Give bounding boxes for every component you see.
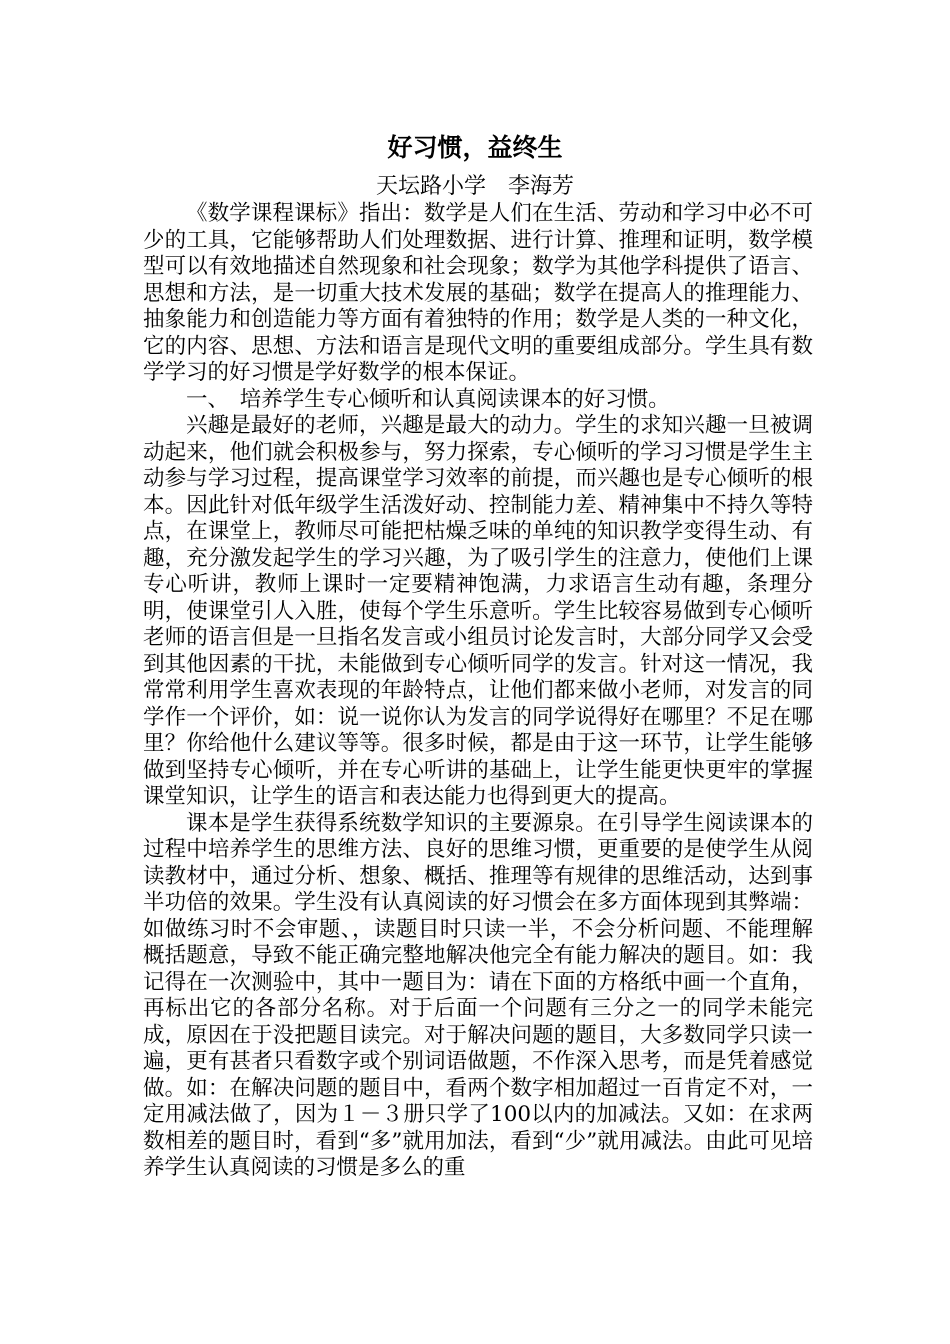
document-title: 好习惯，益终生 xyxy=(387,133,563,162)
paragraph-reading: 课本是学生获得系统数学知识的主要源泉。在引导学生阅读课本的过程中培养学生的思维方法、良好的思维习惯，更重要的是使学生从阅读教材中，通过分析、想象、概括、推理等有规律的思维活动，达到事半功倍的效果。学生没有认真阅读的好习惯会在多方面体现到其弊端：如做练习时不会审题、，读题目时只读一半，不会分析问题、不能理解概括题意，导致不能正确完整地解决他完全有能力解决的题目。如：我记得在一次测验中，其中一题目为：请在下面的方格纸中画一个直角，再标出它的各部分名称。对于后面一个问题有三分之一的同学未能完成，原因在于没把题目读完。对于解决问题的题目，大多数同学只读一遍，更有甚者只看数字或个别词语做题，不作深入思考，而是凭着感觉做。如：在解决问题的题目中，看两个数字相加超过一百肯定不对，一定用减法做了，因为１－３册只学了100以内的加减法。又如：在求两数相差的题目时，看到“多”就用加法，看到“少”就用减法。由此可见培养学生认真阅读的习惯是多么的重 xyxy=(143,810,813,1180)
paragraph-intro: 《数学课程课标》指出：数学是人们在生活、劳动和学习中必不可少的工具，它能够帮助人们处理数据、进行计算、推理和证明，数学模型可以有效地描述自然现象和社会现象；数学为其他学科提供了语言、思想和方法，是一切重大技术发展的基础；数学在提高人的推理能力、抽象能力和创造能力等方面有着独特的作用；数学是人类的一种文化，它的内容、思想、方法和语言是现代文明的重要组成部分。学生具有数学学习的好习惯是学好数学的根本保证。 xyxy=(143,201,813,385)
section-heading: 一、 培养学生专心倾听和认真阅读课本的好习惯。 xyxy=(186,386,670,412)
paragraph-listening: 兴趣是最好的老师，兴趣是最大的动力。学生的求知兴趣一旦被调动起来，他们就会积极参与，努力探索，专心倾听的学习习惯是学生主动参与学习过程，提高课堂学习效率的前提，而兴趣也是专心倾听的根本。因此针对低年级学生活泼好动、控制能力差、精神集中不持久等特点，在课堂上，教师尽可能把枯燥乏味的单纯的知识教学变得生动、有趣，充分激发起学生的学习兴趣，为了吸引学生的注意力，使他们上课专心听讲，教师上课时一定要精神饱满，力求语言生动有趣，条理分明，使课堂引人入胜，使每个学生乐意听。学生比较容易做到专心倾听老师的语言但是一旦指名发言或小组员讨论发言时，大部分同学又会受到其他因素的干扰，未能做到专心倾听同学的发言。针对这一情况，我常常利用学生喜欢表现的年龄特点，让他们都来做小老师，对发言的同学作一个评价，如：说一说你认为发言的同学说得好在哪里？不足在哪里？你给他什么建议等等。很多时候，都是由于这一环节，让学生能够做到坚持专心倾听，并在专心听讲的基础上，让学生能更快更牢的掌握课堂知识，让学生的语言和表达能力也得到更大的提高。 xyxy=(143,413,813,809)
document-byline: 天坛路小学 李海芳 xyxy=(375,174,574,199)
document-body xyxy=(143,201,813,1182)
